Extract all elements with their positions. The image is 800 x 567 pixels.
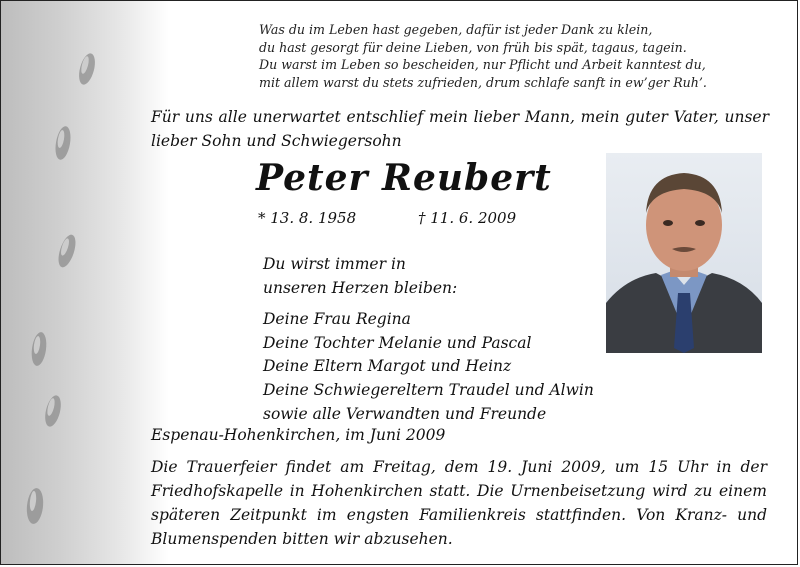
poem-line: mit allem warst du stets zufrieden, drum schlafe sanft in ew’ger Ruh’.	[259, 74, 707, 90]
footprints-icon	[1, 1, 169, 565]
poem-line: Was du im Leben hast gegeben, dafür ist jeder Dank zu klein,	[259, 22, 653, 37]
mourners-list	[263, 253, 683, 426]
remembrance-line: unseren Herzen bleiben:	[263, 278, 458, 297]
remembrance-line: Du wirst immer in	[263, 255, 406, 273]
intro-text: Für uns alle unerwartet entschlief mein lieber Mann, mein guter Vater, unser lieber Sohn und Schwiegersohn	[151, 108, 769, 150]
mourner-line: sowie alle Verwandten und Freunde	[263, 404, 547, 423]
deceased-name: Peter Reubert	[256, 157, 552, 199]
poem-line: du hast gesorgt für deine Lieben, von früh bis spät, tagaus, tagein.	[259, 39, 687, 55]
sand-footprints-image	[1, 1, 169, 565]
mourner-line: Deine Eltern Margot und Heinz	[263, 357, 512, 376]
mourner-line: Deine Tochter Melanie und Pascal	[263, 333, 532, 352]
birth-date: * 13. 8. 1958	[258, 209, 357, 227]
poem	[259, 21, 769, 91]
funeral-details: Die Trauerfeier findet am Freitag, dem 19. Juni 2009, um 15 Uhr in der Friedhofskapelle in Hohenkirchen statt. Die Urnenbeisetzung wird zu einem späteren Zeitpunkt im engsten Familienkreis stattfinden. Von Kranz- und Blumenspenden bitten wir abzusehen.	[151, 458, 767, 548]
mourner-line: Deine Schwiegereltern Traudel und Alwin	[263, 380, 594, 399]
poem-line: Du warst im Leben so bescheiden, nur Pflicht und Arbeit kanntest du,	[259, 57, 706, 73]
mourner-line: Deine Frau Regina	[263, 310, 411, 329]
place-and-date: Espenau-Hohenkirchen, im Juni 2009	[151, 426, 446, 444]
death-date: † 11. 6. 2009	[418, 209, 517, 227]
